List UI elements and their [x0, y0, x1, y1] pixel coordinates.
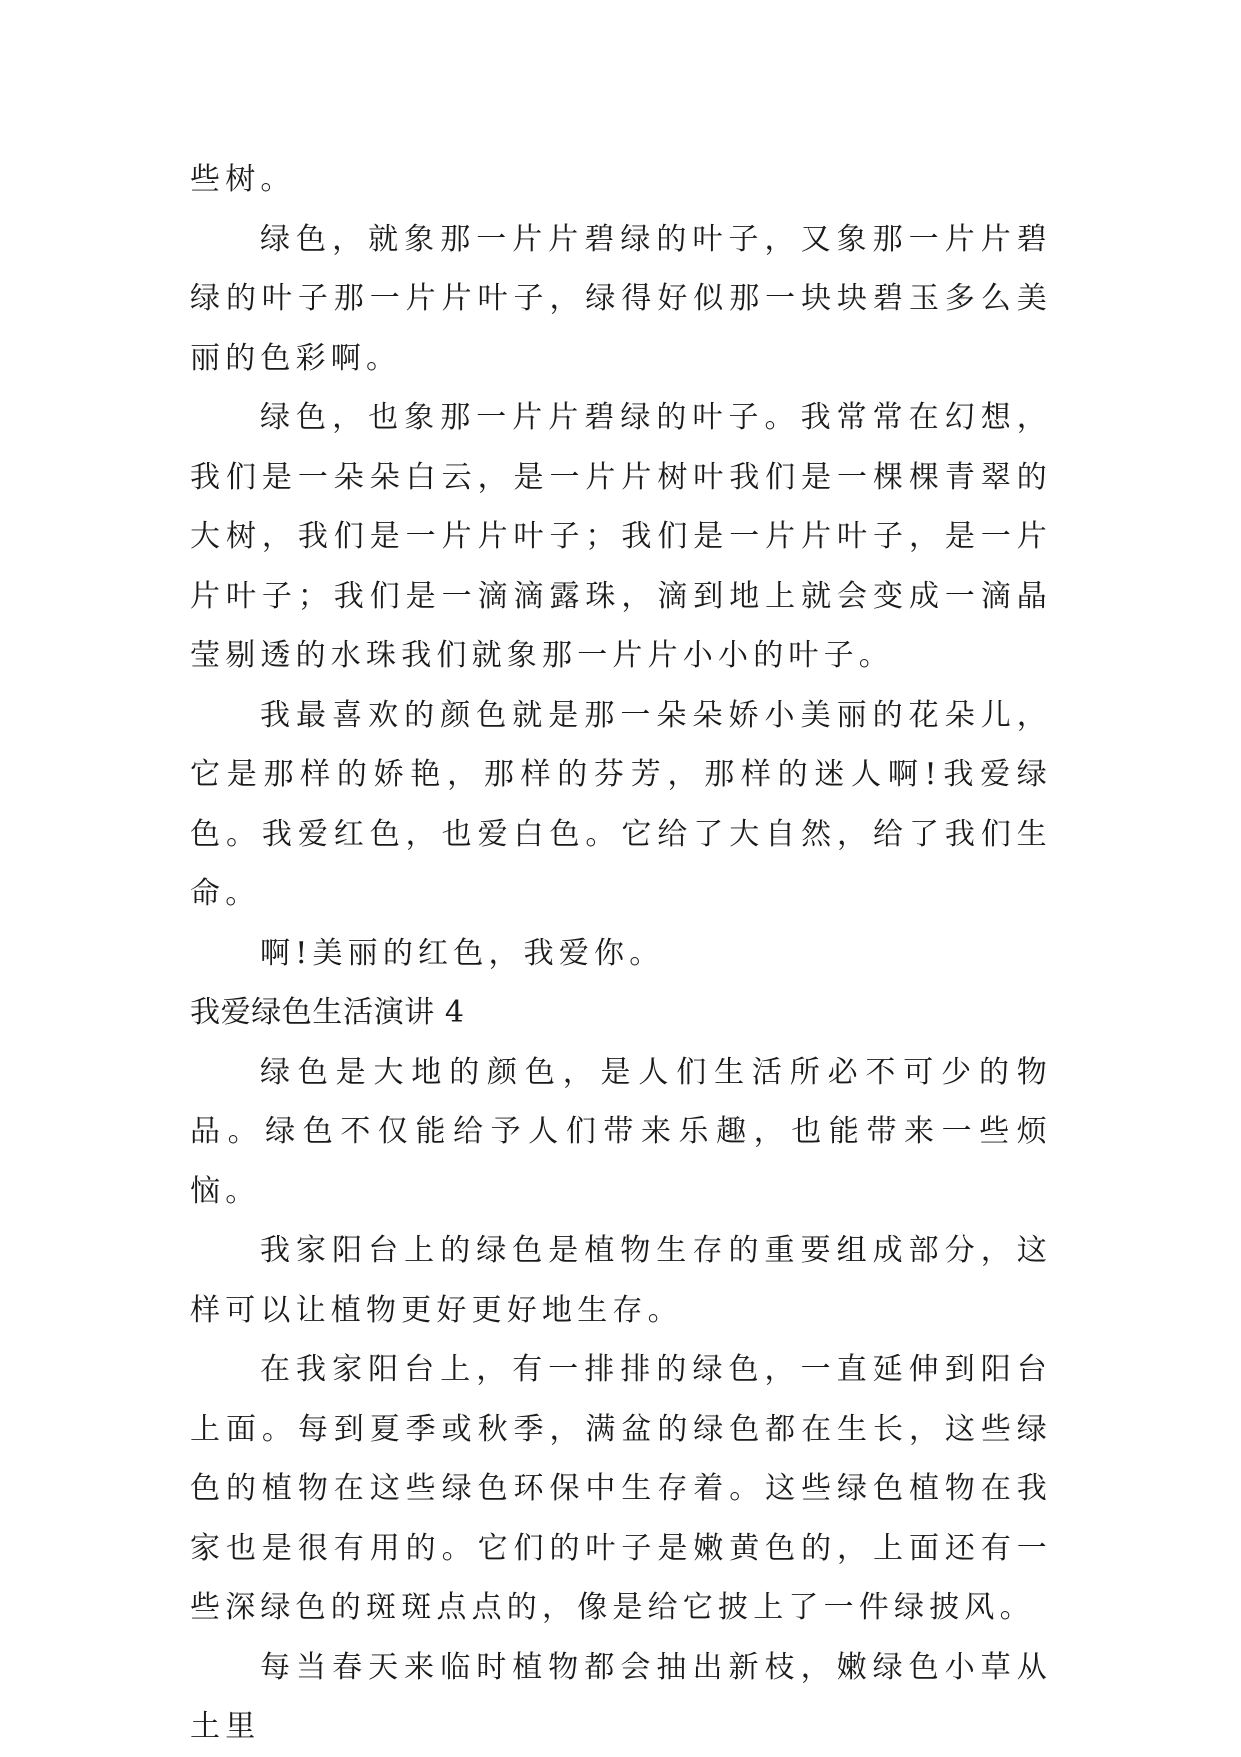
paragraph: 绿色是大地的颜色，是人们生活所必不可少的物品。绿色不仅能给予人们带来乐趣，也能带来一些烦恼。 [190, 1054, 1052, 1209]
paragraph: 些树。 [190, 162, 296, 197]
paragraph: 绿色，也象那一片片碧绿的叶子。我常常在幻想，我们是一朵朵白云，是一片片树叶我们是一棵棵青翠的大树，我们是一片片叶子；我们是一片片叶子，是一片片叶子；我们是一滴滴露珠，滴到地上就会变成一滴晶莹剔透的水珠我们就象那一片片小小的叶子。 [190, 400, 1052, 673]
paragraph: 啊!美丽的红色，我爱你。 [260, 935, 665, 971]
paragraph: 我最喜欢的颜色就是那一朵朵娇小美丽的花朵儿，它是那样的娇艳，那样的芬芳，那样的迷人啊!我爱绿色。我爱红色，也爱白色。它给了大自然，给了我们生命。 [190, 697, 1052, 911]
section-heading: 我爱绿色生活演讲 4 [190, 995, 465, 1030]
paragraph: 绿色，就象那一片片碧绿的叶子，又象那一片片碧绿的叶子那一片片叶子，绿得好似那一块块碧玉多么美丽的色彩啊。 [190, 221, 1052, 376]
paragraph: 每当春天来临时植物都会抽出新枝，嫩绿色小草从土里 [190, 1649, 1052, 1744]
paragraph: 我家阳台上的绿色是植物生存的重要组成部分，这样可以让植物更好更好地生存。 [190, 1233, 1052, 1328]
paragraph: 在我家阳台上，有一排排的绿色，一直延伸到阳台上面。每到夏季或秋季，满盆的绿色都在生长，这些绿色的植物在这些绿色环保中生存着。这些绿色植物在我家也是很有用的。它们的叶子是嫩黄色的，上面还有一些深绿色的斑斑点点的，像是给它披上了一件绿披风。 [190, 1352, 1052, 1625]
text-column [190, 150, 1052, 1757]
